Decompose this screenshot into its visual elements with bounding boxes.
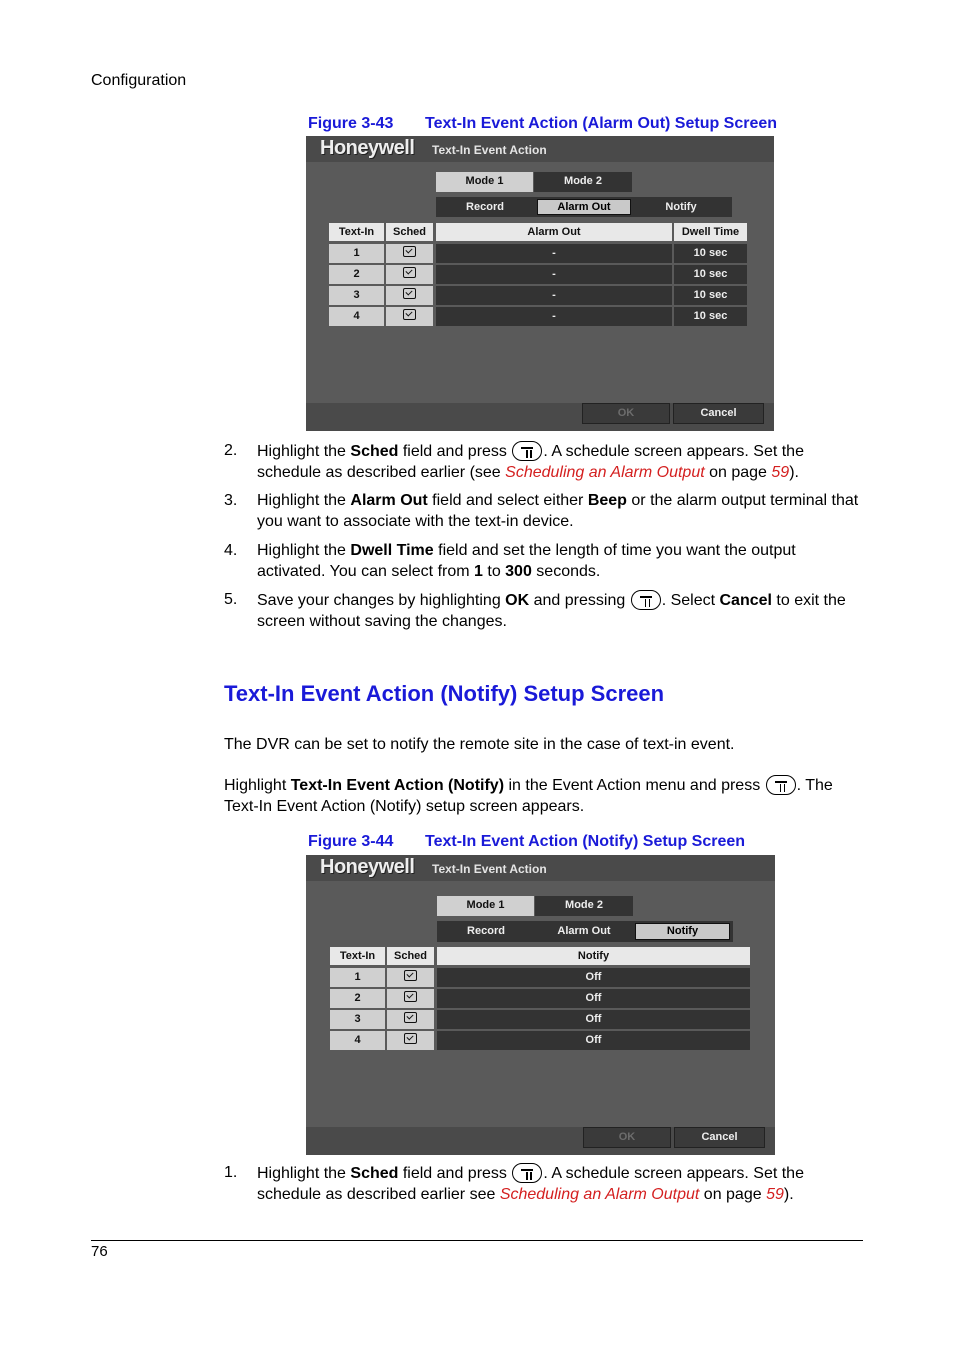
dvr-screen-notify [306,855,775,1155]
text-in-cell: 2 [329,265,384,284]
schedule-icon [404,991,417,1002]
dwell-cell[interactable]: 10 sec [674,286,747,305]
dwell-cell[interactable]: 10 sec [674,307,747,326]
tab-mode-1[interactable]: Mode 1 [436,172,533,192]
col-alarm-out: Alarm Out [436,223,672,241]
figure-caption-1 [308,115,777,133]
sched-cell[interactable] [387,989,434,1008]
text-in-cell: 4 [329,307,384,326]
list-item-1: 1. Highlight the Sched field and press . A schedule screen appears. Set the schedule as described earlier see Scheduling an Alarm Output on page 59). [224,1164,804,1203]
text-in-cell: 4 [330,1031,385,1050]
honeywell-logo: Honeywell [320,137,415,159]
running-header: Configuration [91,72,187,89]
enter-button-icon [766,775,796,795]
figure-caption-2 [308,833,745,851]
tab-mode-2[interactable]: Mode 2 [534,172,632,192]
figure-title: Text-In Event Action (Alarm Out) Setup Screen [425,115,778,132]
notify-cell[interactable]: Off [437,989,750,1008]
sched-cell[interactable] [386,244,433,263]
list-item-5: 5. Save your changes by highlighting OK and pressing . Select Cancel to exit the screen without saving the changes. [224,591,846,630]
schedule-icon [404,970,417,981]
tab-notify[interactable]: Notify [635,923,730,940]
honeywell-logo: Honeywell [320,856,415,878]
text-in-cell: 2 [330,989,385,1008]
alarm-out-cell[interactable]: - [436,265,672,284]
alarm-out-cell[interactable]: - [436,307,672,326]
sched-cell[interactable] [386,286,433,305]
schedule-icon [404,1033,417,1044]
enter-button-icon [512,441,542,461]
col-text-in: Text-In [330,947,385,965]
sched-cell[interactable] [386,265,433,284]
col-dwell-time: Dwell Time [674,223,747,241]
dvr-screen-alarm-out [306,136,774,431]
notify-cell[interactable]: Off [437,968,750,987]
tab-notify[interactable]: Notify [665,201,697,213]
dwell-cell[interactable]: 10 sec [674,244,747,263]
list-item-4: 4. Highlight the Dwell Time field and set the length of time you want the output activated. You can select from 1 to 300 seconds. [224,542,796,580]
page-number: 76 [91,1243,108,1260]
col-sched: Sched [387,947,434,965]
schedule-icon [403,246,416,257]
text-in-cell: 1 [329,244,384,263]
col-text-in: Text-In [329,223,384,241]
figure-number: Figure 3-44 [308,833,394,850]
list-item-3: 3. Highlight the Alarm Out field and select either Beep or the alarm output terminal that you want to associate with the text-in device. [224,492,859,530]
schedule-icon [404,1012,417,1023]
sched-cell[interactable] [387,968,434,987]
tab-mode-2[interactable]: Mode 2 [535,896,633,916]
screen-title: Text-In Event Action [432,862,547,876]
sched-cell[interactable] [386,307,433,326]
section-heading: Text-In Event Action (Notify) Setup Screen [224,681,665,706]
schedule-icon [403,309,416,320]
tab-alarm-out[interactable]: Alarm Out [557,925,611,937]
text-in-cell: 1 [330,968,385,987]
enter-button-icon [631,590,661,610]
enter-button-icon [512,1163,542,1183]
tab-mode-1[interactable]: Mode 1 [437,896,534,916]
text-in-cell: 3 [330,1010,385,1029]
sched-cell[interactable] [387,1031,434,1050]
tab-record[interactable]: Record [467,925,505,937]
col-sched: Sched [386,223,433,241]
paragraph-1: The DVR can be set to notify the remote site in the case of text-in event. [224,736,735,753]
cancel-button[interactable]: Cancel [674,1127,765,1148]
figure-title: Text-In Event Action (Notify) Setup Screen [425,833,746,850]
ok-button[interactable]: OK [583,1127,671,1148]
page-link[interactable]: 59 [766,1185,784,1203]
paragraph-2: Highlight Text-In Event Action (Notify) in the Event Action menu and press . The Text-In Event Action (Notify) setup screen appears. [224,777,833,815]
cancel-button[interactable]: Cancel [673,403,764,424]
page-link[interactable]: 59 [771,463,790,481]
figure-number: Figure 3-43 [308,115,394,132]
notify-cell[interactable]: Off [437,1031,750,1050]
list-item-2: 2. Highlight the Sched field and press . A schedule screen appears. Set the schedule as described earlier (see Scheduling an Alarm Output on page 59). [224,442,804,481]
screen-title: Text-In Event Action [432,143,547,157]
footer-rule [91,1240,863,1241]
col-notify: Notify [437,947,750,965]
sched-cell[interactable] [387,1010,434,1029]
dwell-cell[interactable]: 10 sec [674,265,747,284]
text-in-cell: 3 [329,286,384,305]
alarm-out-cell[interactable]: - [436,286,672,305]
tab-record[interactable]: Record [466,201,504,213]
tab-alarm-out[interactable]: Alarm Out [537,199,631,215]
schedule-icon [403,267,416,278]
link-scheduling-alarm-output[interactable]: Scheduling an Alarm Output [499,1185,700,1203]
ok-button[interactable]: OK [582,403,670,424]
alarm-out-cell[interactable]: - [436,244,672,263]
notify-cell[interactable]: Off [437,1010,750,1029]
schedule-icon [403,288,416,299]
link-scheduling-alarm-output[interactable]: Scheduling an Alarm Output [505,463,705,481]
